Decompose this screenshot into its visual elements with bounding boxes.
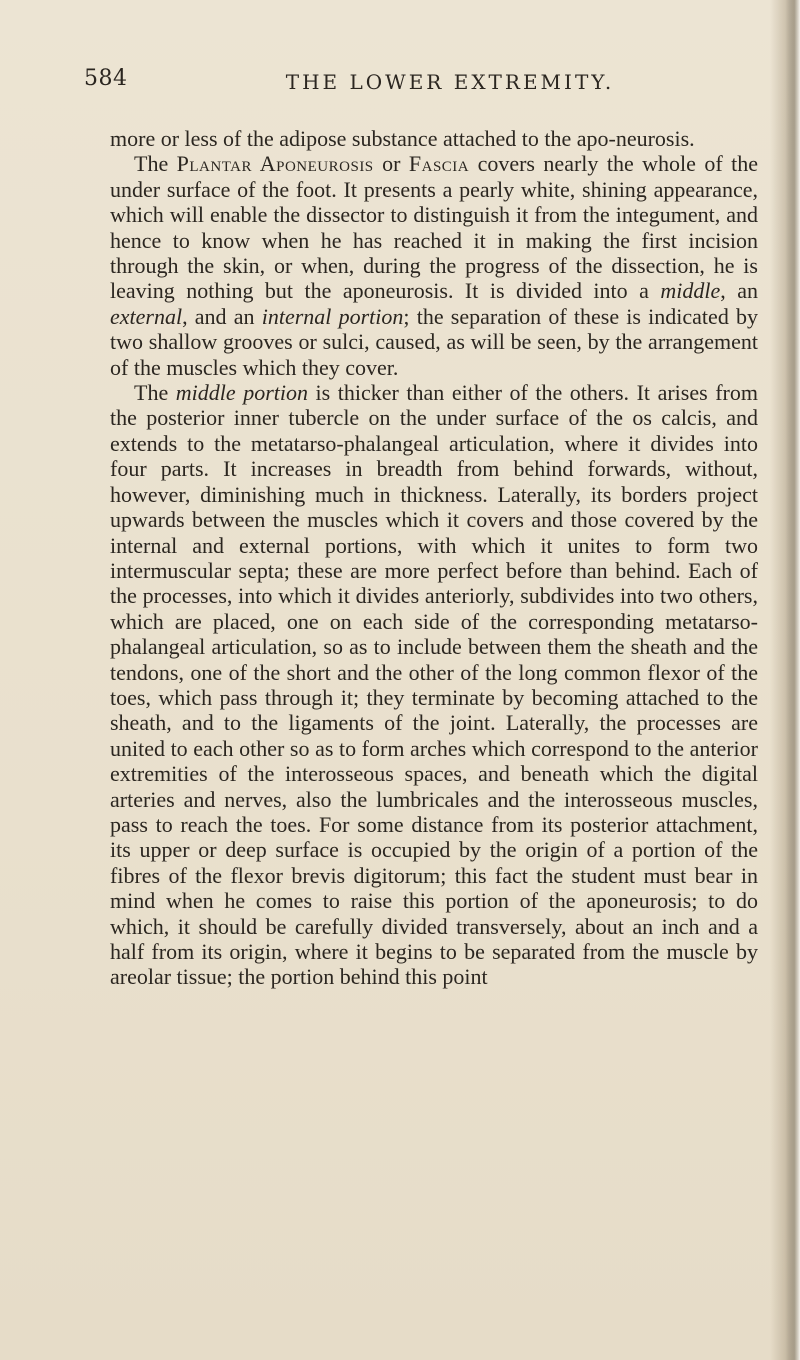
text-segment: ; the separation of these is indicated by two shallow grooves or sulci, caused, as will be seen, by the arrangement of the muscles which they cover. <box>110 303 759 380</box>
italic-term: middle portion <box>175 380 308 406</box>
page-header <box>84 66 750 100</box>
text-segment: is thicker than either of the others. It arises from the posterior inner tubercle on the under surface of the os calcis, and extends to the metatarso-phalangeal articulation, where it divides into four parts. It increases in breadth from behind forwards, without, however, diminishing much in thickness. Laterally, its borders project upwards between the muscles which it covers and those covered by the internal and external portions, with which it unites to form two intermuscular septa; these are more perfect before than behind. Each of the processes, into which it divides anteriorly, subdivides into two others, which are placed, one on each side of the corresponding metatarso-phalangeal articulation, so as to include between them the sheath and the tendons, one of the short and the other of the long common flexor of the toes, which pass through it; they terminate by becoming attached to the sheath, and to the ligaments of the joint. Laterally, the processes are united to each other so as to form arches which correspond to the anterior extremities of the interosseous spaces, and beneath which the digital arteries and nerves, also the lumbricales and the interosseous muscles, pass to reach the toes. For some distance from its posterior attachment, its upper or deep surface is occupied by the origin of a portion of the fibres of the flexor brevis digitorum; this fact the student must bear in mind when he comes to raise this portion of the aponeurosis; to do which, it should be carefully divided transversely, about an inch and a half from its origin, where it begins to be separated from the muscle by areolar tissue; the portion behind this point <box>110 380 758 990</box>
text-segment: or <box>373 151 409 177</box>
text-segment: The <box>134 380 176 406</box>
smallcaps-term: Plantar Aponeurosis <box>176 151 374 177</box>
paragraph <box>110 151 758 380</box>
italic-term: external <box>110 303 183 329</box>
body-text <box>110 126 758 990</box>
smallcaps-term: Fascia <box>408 151 470 177</box>
italic-term: middle <box>660 278 721 304</box>
text-segment: , and an <box>182 303 262 329</box>
text-segment: The <box>134 151 177 177</box>
paragraph <box>110 126 758 151</box>
italic-term: internal portion <box>261 303 404 329</box>
text-segment: , an <box>720 278 759 304</box>
text-segment: covers nearly the whole of the under surface of the foot. It presents a pearly white, shining appearance, which will enable the dissector to distinguish it from the integument, and hence to know when he has reached it in making the first incision through the skin, or when, during the progress of the dissection, he is leaving nothing but the aponeurosis. It is divided into a <box>110 151 759 304</box>
page-edge <box>786 0 800 1360</box>
paragraph <box>110 380 758 990</box>
running-title: THE LOWER EXTREMITY. <box>285 70 615 94</box>
page-number: 584 <box>84 66 128 91</box>
text-segment: more or less of the adipose substance attached to the apo-neurosis. <box>110 126 695 151</box>
